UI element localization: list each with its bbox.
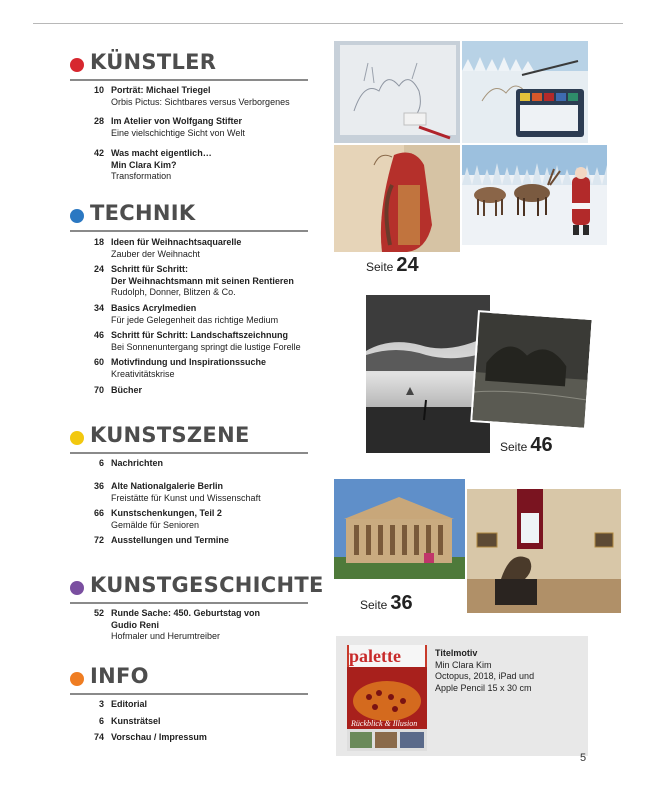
entry-title: Kunstschenkungen, Teil 2 [111,508,222,518]
seite-number: 24 [396,254,419,276]
entry-title: Im Atelier von Wolfgang Stifter [111,116,243,126]
entry-page: 66 [93,508,104,518]
section-dot [70,672,84,686]
section-dot [70,209,84,223]
section-title: TECHNIK [90,201,196,225]
sketch-photo [334,41,460,143]
entry-page: 24 [93,264,104,274]
entry-subtitle: Hofmaler und Herumtreiber [111,631,221,641]
entry-title: Nachrichten [111,458,164,468]
entry-subtitle: Orbis Pictus: Sichtbares versus Verborgenes [111,96,290,107]
cover-preview-strip [347,729,427,751]
entry-subtitle: Freistätte für Kunst und Wissenschaft [111,492,261,503]
cover-description [435,648,583,694]
entry-page: 28 [93,116,104,126]
entry-title: Schritt für Schritt: Landschaftszeichnung [111,330,289,340]
watercolor-palette-photo [462,41,588,143]
entry-title: Ideen für Weihnachtsaquarelle [111,237,242,247]
cover-caption: Rückblick & Illusion [351,719,418,728]
section-kunstszene [70,423,308,545]
entry-page: 72 [93,535,104,545]
entry-title: Basics Acrylmedien [111,303,197,313]
section-technik [70,201,308,395]
entry-subtitle: Bei Sonnenuntergang springt die lustige Forelle [111,341,301,352]
section-title: KUNSTSZENE [90,423,250,447]
entry-page: 6 [98,716,104,726]
entry-subtitle: Transformation [111,171,172,181]
seite-label: Seite [360,598,388,612]
entry-page: 3 [98,699,104,709]
gallery-interior-photo [467,489,621,613]
palette-logo: palette [349,645,425,667]
entry-page: 6 [98,458,104,468]
entry-page: 18 [93,237,104,247]
entry-title: Editorial [111,699,148,709]
magazine-cover-thumbnail[interactable] [347,645,427,751]
cover-heading: Titelmotiv [435,648,478,658]
entry-page: 52 [93,608,104,618]
page-reference-24 [366,254,419,277]
section-title: INFO [90,664,149,688]
embroidery-photo [334,145,460,252]
section-info [70,664,308,742]
entry-title: Porträt: Michael Triegel [111,85,211,95]
entry-title: Schritt für Schritt: Der Weihnachtsmann mit seinen Rentieren [111,264,294,286]
seite-label: Seite [366,260,394,274]
section-kunstgeschichte [70,573,324,641]
entry-page: 36 [93,481,104,491]
entry-title: Alte Nationalgalerie Berlin [111,481,224,491]
entry-title: Ausstellungen und Termine [111,535,229,545]
entry-subtitle: Rudolph, Donner, Blitzen & Co. [111,287,236,297]
entry-page: 60 [93,357,104,367]
entry-page: 70 [93,385,104,395]
top-rule [33,23,623,24]
entry-page: 74 [93,732,104,742]
entry-subtitle: Eine vielschichtige Sicht von Welt [111,127,245,138]
seite-number: 46 [530,434,553,456]
section-title: KUNSTGESCHICHTE [90,573,324,597]
entry-title: Vorschau / Impressum [111,732,207,742]
entry-title: Bücher [111,385,143,395]
entry-title: Motivfindung und Inspirationssuche [111,357,266,367]
section-rule [70,79,308,81]
section-rule [70,452,308,454]
entry-page: 46 [93,330,104,340]
section-kuenstler [70,50,308,181]
section-title: KÜNSTLER [90,50,217,74]
entry-subtitle: Für jede Gelegenheit das richtige Medium [111,314,279,325]
santa-reindeer-photo [462,145,607,245]
entry-subtitle: Kreativitätskrise [111,368,175,379]
dark-landscape-drawing [470,310,594,430]
entry-subtitle: Gemälde für Senioren [111,519,200,530]
section-dot [70,58,84,72]
entry-title: Was macht eigentlich… Min Clara Kim? [111,148,212,170]
entry-subtitle: Zauber der Weihnacht [111,248,200,259]
entry-title: Kunsträtsel [111,716,161,726]
entry-title: Runde Sache: 450. Geburtstag von Gudio Reni [111,608,261,630]
page-reference-36 [360,592,413,615]
nationalgalerie-photo [334,479,465,579]
section-rule [70,602,308,604]
section-rule [70,693,308,695]
entry-page: 10 [93,85,104,95]
section-rule [70,230,308,232]
page-number: 5 [580,752,587,764]
seite-label: Seite [500,440,528,454]
entry-page: 34 [93,303,104,313]
seite-number: 36 [390,592,413,614]
section-dot [70,431,84,445]
page-reference-46 [500,434,553,457]
cover-lines: Min Clara Kim Octopus, 2018, iPad und Apple Pencil 15 x 30 cm [435,659,535,693]
section-dot [70,581,84,595]
entry-page: 42 [93,148,104,158]
landscape-drawing [366,295,490,453]
